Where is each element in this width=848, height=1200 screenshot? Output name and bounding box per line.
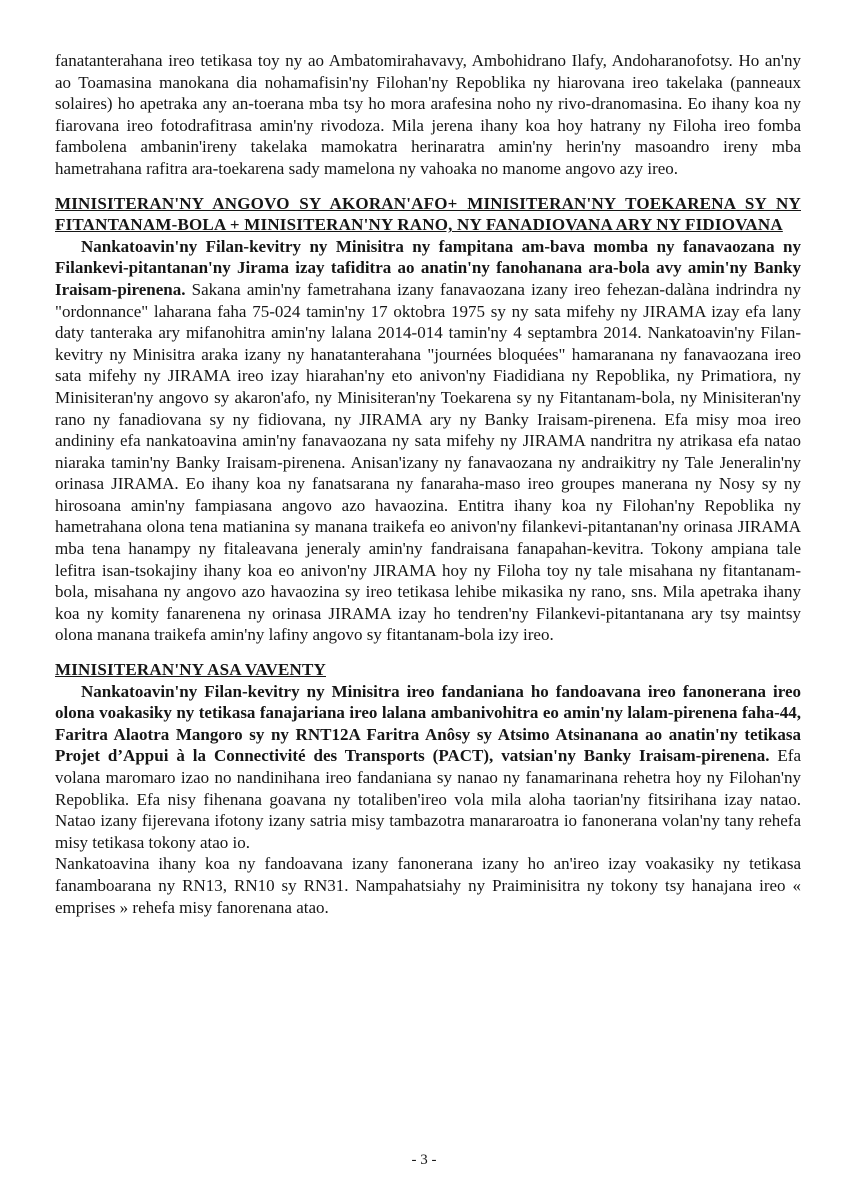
body-paragraph bbox=[55, 50, 801, 180]
text-segment: fanatanterahana ireo tetikasa toy ny ao Ambatomirahavavy, Ambohidrano Ilafy, Andoharanofotsy. Ho an'ny ao Toamasina manokana dia nohamafisin'ny Filohan'ny Repoblika ny hiarovana ireo takelaka (panneaux solaires) ho apetraka any an-toerana mba tsy ho mora arafesina noho ny rivo-dranomasina. Eo ihany koa ny fiarovana ireo fotodrafitrasa amin'ny rivodoza. Mila jerena ihany koa hoy hatrany ny Filoha ireo fomba fambolena ambanin'ireny takelaka mamokatra herinaratra amin'ny herin'ny masoandro ireny mba hametrahana rafitra ara-toekarena sady mamelona ny vahoaka no manome angovo azy ireo. bbox=[55, 51, 801, 178]
text-segment: Nankatoavina ihany koa ny fandoavana izany fanonerana izany ho an'ireo izay voakasiky ny tetikasa fanamboarana ny RN13, RN10 sy RN31. Nampahatsiahy ny Praiminisitra ny tokony tsy hanajana ireo « emprises » rehefa misy fanorenana atao. bbox=[55, 854, 801, 917]
body-paragraph bbox=[55, 681, 801, 854]
body-paragraph bbox=[55, 236, 801, 646]
body-paragraph bbox=[55, 853, 801, 918]
section-heading: MINISITERAN'NY ASA VAVENTY bbox=[55, 660, 326, 680]
bold-text-segment: Nankatoavin'ny Filan-kevitry ny Minisitra ireo fandaniana ho fandoavana ireo fanonerana ireo olona voakasiky ny tetikasa fanajariana ireo lalana ambanivohitra eo amin'ny lalam-pirenena faha-44, Faritra Alaotra Mangoro sy ny RNT12A Faritra Anôsy sy Atsimo Atsinanana ao anatin'ny tetikasa Projet d’Appui à la Connectivité des Transports (PACT), vatsian'ny Banky Iraisam-pirenena. bbox=[55, 681, 801, 766]
section-heading: MINISITERAN'NY ANGOVO SY AKORAN'AFO+ MINISITERAN'NY TOEKARENA SY NY FITANTANAM-BOLA + MINISITERAN'NY RANO, NY FANADIOVANA ARY NY FIDIOVANA bbox=[55, 193, 801, 235]
page-number: - 3 - bbox=[411, 1152, 437, 1169]
text-segment: Sakana amin'ny fametrahana izany fanavaozana izany ireo fehezan-dalàna indrindra ny "ordonnance" laharana faha 75-024 tamin'ny 17 oktobra 1975 sy ny sata mifehy ny JIRAMA izay efa lany daty tanteraka ary mifanohitra amin'ny lalana 2014-014 tamin'ny 4 septambra 2014. Nankatoavin'ny Filan-kevitry ny Minisitra araka izany ny hanatanterahana "journées bloquées" hamaranana ny fanavaozana ireo sata mifehy ny JIRAMA ireo izay hiarahan'ny eto anivon'ny Fiadidiana ny Repoblika, ny Primatiora, ny Minisiteran'ny angovo sy akaron'afo, ny Minisiteran'ny Toekarena sy ny Fitantanam-bola, ny Minisiteran'ny rano ny fanadiovana sy ny fidiovana, ny JIRAMA ary ny Banky Iraisam-pirenena. Efa misy moa ireo andininy efa nankatoavina amin'ny fanavaozana ny sata mifehy ny JIRAMA nandritra ny atrikasa efa natao niaraka tamin'ny Banky Iraisam-pirenena. Anisan'izany ny fanavaozana ny andraikitry ny Tale Jeneralin'ny orinasa JIRAMA. Eo ihany koa ny fanatsarana ny fanaraha-maso ireo groupes manerana ny Nosy sy ny hirosoana amin'ny fampiasana angovo azo havaozina. Entitra ihany koa ny Filohan'ny Repoblika ny hametrahana olona tena matianina sy manana traikefa eo anivon'ny filankevi-pitantanan'ny orinasa JIRAMA mba tena hanampy ny fitaleavana jeneraly amin'ny fandraisana fanapahan-kevitra. Tokony ampiana tale lefitra isan-tsokajiny ihany koa eo anivon'ny JIRAMA hoy ny Filoha toy ny tale misahana ny fitantanam-bola, misahana ny angovo azo havaozina sy ireo tetikasa lehibe mikasika ny rano, sns. Mila apetraka ihany koa ny komity fanarenena ny orinasa JIRAMA izay ho tendren'ny Filankevi-pitantanana ary tsy maintsy olona manana traikefa amin'ny lafiny angovo sy fitantanam-bola izy ireo. bbox=[55, 279, 801, 645]
document-content bbox=[55, 50, 801, 918]
text-segment: Efa volana maromaro izao no nandinihana ireo fandaniana sy nanao ny fanamarinana rehetra hoy ny Filohan'ny Repoblika. Efa nisy fihenana goavana ny totaliben'ireo vola mila aloha taorian'ny fitsirihana izay natao. Natao izany fijerevana ifotony izany satria misy tambazotra manararoatra io fanonerana volan'ny tany rehefa misy tetikasa tokony atao io. bbox=[55, 746, 801, 852]
bold-text-segment: Nankatoavin'ny Filan-kevitry ny Minisitra ny fampitana am-bava momba ny fanavaozana ny Filankevi-pitantanan'ny Jirama izay tafiditra ao anatin'ny fanohanana ara-bola avy amin'ny Banky Iraisam-pirenena. bbox=[55, 236, 801, 299]
